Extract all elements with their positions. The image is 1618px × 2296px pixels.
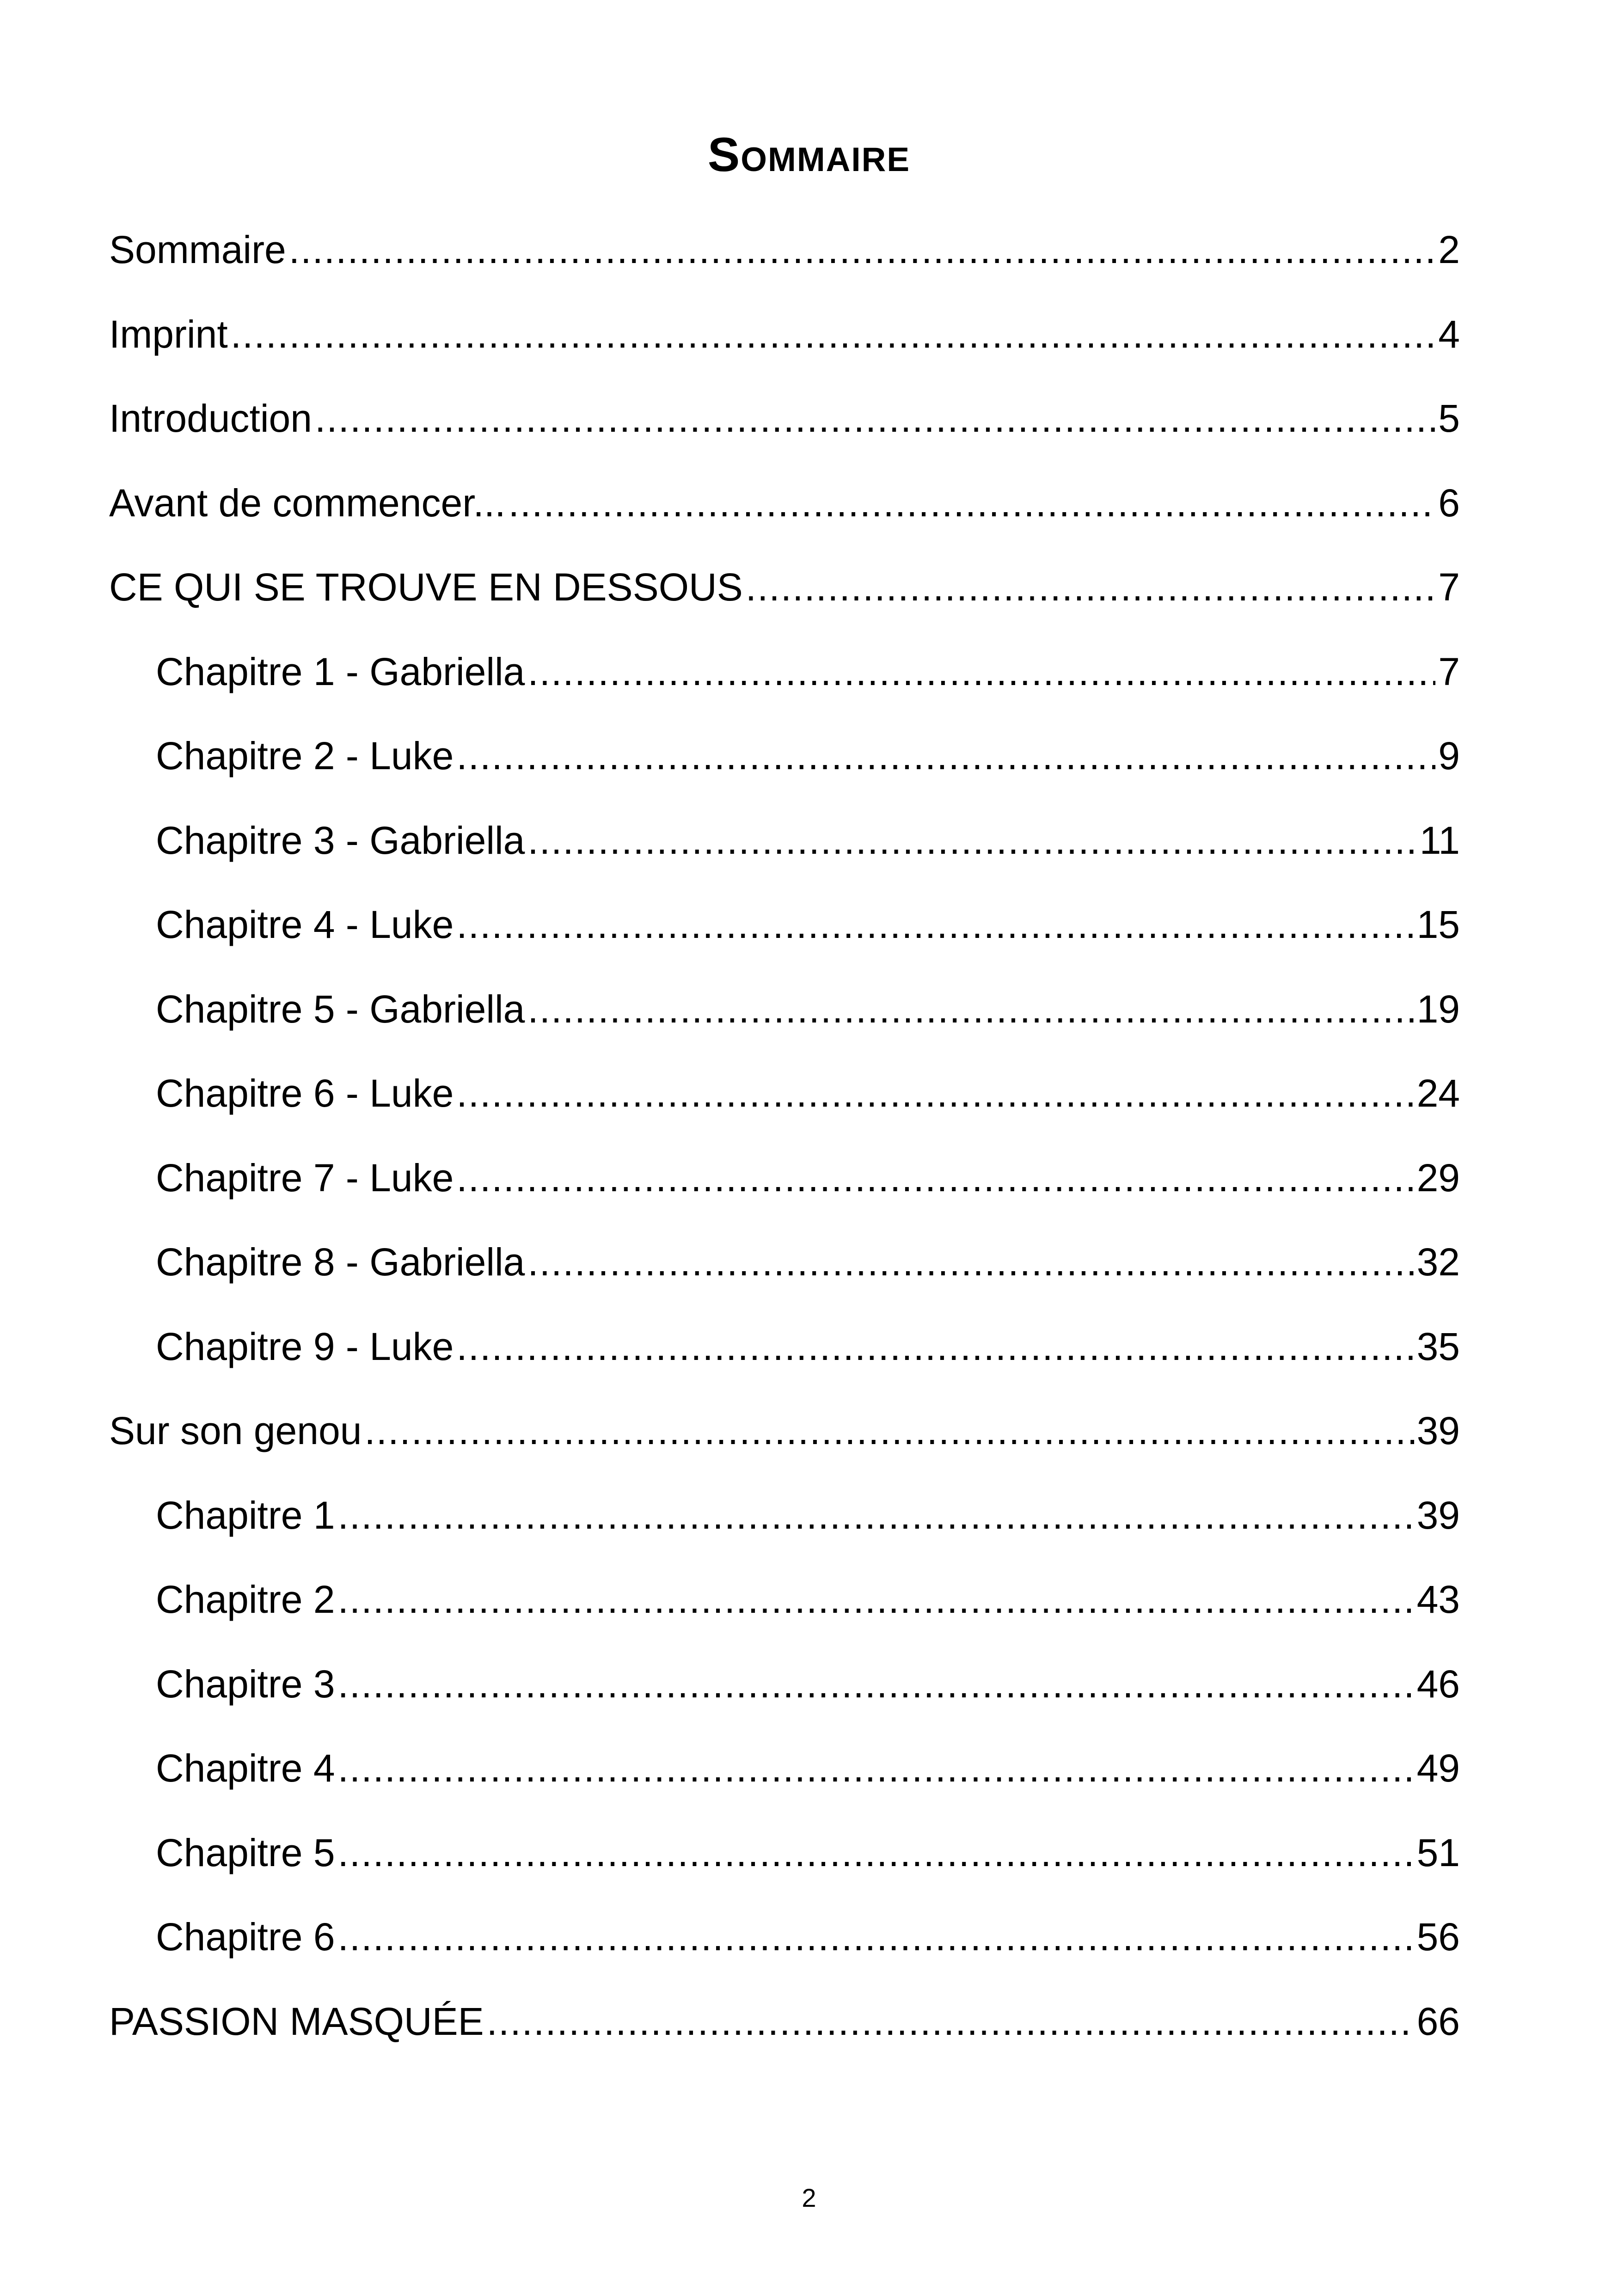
toc-entry-page: 7 [1438, 565, 1460, 609]
toc-entry-label: Chapitre 6 - Luke [156, 1071, 454, 1115]
toc-entry-label: Chapitre 4 [156, 1746, 335, 1790]
toc-entry-label: Chapitre 7 - Luke [156, 1156, 454, 1200]
toc-entry[interactable] [109, 1820, 1460, 1905]
table-of-contents [109, 217, 1460, 2073]
toc-dot-leader [315, 386, 1435, 451]
toc-entry-label: Chapitre 1 [156, 1493, 335, 1537]
toc-entry[interactable] [109, 471, 1460, 555]
toc-entry-label: Chapitre 2 [156, 1578, 335, 1621]
toc-entry-page: 9 [1438, 734, 1460, 778]
toc-entry-page: 51 [1416, 1831, 1460, 1874]
toc-entry-page: 39 [1416, 1409, 1460, 1452]
toc-dot-leader [289, 217, 1436, 282]
toc-entry[interactable] [109, 1567, 1460, 1652]
page-title: Sommaire [707, 128, 911, 182]
toc-entry-page: 6 [1438, 481, 1460, 525]
toc-dot-leader [338, 1736, 1414, 1800]
toc-entry[interactable] [109, 1989, 1460, 2074]
toc-entry-page: 5 [1438, 397, 1460, 440]
toc-entry[interactable] [109, 1652, 1460, 1736]
toc-entry-label: Chapitre 5 [156, 1831, 335, 1874]
toc-entry-label: Introduction [109, 397, 312, 440]
toc-entry-page: 2 [1438, 228, 1460, 271]
toc-entry[interactable] [109, 1314, 1460, 1399]
toc-entry-page: 39 [1416, 1493, 1460, 1537]
toc-dot-leader [487, 1989, 1414, 2054]
toc-entry-page: 7 [1438, 649, 1460, 693]
toc-entry-label: Chapitre 3 - Gabriella [156, 818, 525, 862]
toc-entry-page: 49 [1416, 1746, 1460, 1790]
toc-dot-leader [456, 1314, 1414, 1379]
toc-dot-leader [527, 808, 1416, 873]
toc-entry-page: 29 [1416, 1156, 1460, 1200]
toc-entry-label: Sur son genou [109, 1409, 362, 1452]
toc-dot-leader [338, 1820, 1414, 1885]
toc-entry-page: 19 [1416, 987, 1460, 1031]
toc-entry[interactable] [109, 1904, 1460, 1989]
toc-entry-label: Avant de commencer... [109, 481, 506, 525]
toc-entry-label: Imprint [109, 312, 228, 356]
toc-dot-leader [231, 302, 1436, 367]
toc-dot-leader [338, 1567, 1414, 1632]
toc-entry[interactable] [109, 808, 1460, 893]
toc-entry-page: 15 [1416, 903, 1460, 946]
toc-dot-leader [527, 977, 1414, 1041]
toc-dot-leader [364, 1398, 1414, 1463]
toc-entry-page: 4 [1438, 312, 1460, 356]
toc-entry-page: 46 [1416, 1662, 1460, 1706]
toc-dot-leader [509, 471, 1436, 535]
toc-entry-page: 35 [1416, 1324, 1460, 1368]
toc-entry-page: 66 [1416, 1999, 1460, 2043]
toc-entry[interactable] [109, 639, 1460, 724]
toc-entry-label: Chapitre 1 - Gabriella [156, 649, 525, 693]
toc-entry-page: 11 [1419, 818, 1460, 862]
toc-entry-page: 32 [1416, 1240, 1460, 1284]
toc-dot-leader [746, 555, 1436, 619]
toc-entry[interactable] [109, 1736, 1460, 1820]
toc-dot-leader [456, 1145, 1414, 1210]
toc-entry[interactable] [109, 1230, 1460, 1314]
toc-dot-leader [338, 1904, 1414, 1969]
toc-entry-label: Chapitre 9 - Luke [156, 1324, 454, 1368]
toc-entry-label: CE QUI SE TROUVE EN DESSOUS [109, 565, 743, 609]
toc-entry-page: 43 [1416, 1578, 1460, 1621]
toc-entry-label: PASSION MASQUÉE [109, 1999, 484, 2043]
toc-entry[interactable] [109, 1061, 1460, 1145]
toc-entry[interactable] [109, 723, 1460, 808]
toc-entry[interactable] [109, 977, 1460, 1061]
toc-entry[interactable] [109, 1483, 1460, 1567]
toc-entry[interactable] [109, 217, 1460, 302]
toc-dot-leader [456, 892, 1414, 957]
toc-entry[interactable] [109, 1398, 1460, 1483]
page-number: 2 [802, 2183, 816, 2212]
toc-dot-leader [338, 1483, 1414, 1548]
toc-entry[interactable] [109, 302, 1460, 386]
toc-entry[interactable] [109, 555, 1460, 639]
toc-entry-label: Chapitre 6 [156, 1915, 335, 1959]
toc-entry-label: Chapitre 4 - Luke [156, 903, 454, 946]
toc-entry[interactable] [109, 1145, 1460, 1230]
toc-entry-label: Chapitre 8 - Gabriella [156, 1240, 525, 1284]
toc-entry-page: 56 [1416, 1915, 1460, 1959]
toc-entry-label: Sommaire [109, 228, 286, 271]
toc-dot-leader [527, 1230, 1414, 1294]
toc-entry-label: Chapitre 3 [156, 1662, 335, 1706]
toc-dot-leader [456, 1061, 1414, 1126]
toc-dot-leader [527, 639, 1435, 704]
toc-entry[interactable] [109, 386, 1460, 471]
toc-entry-page: 24 [1416, 1071, 1460, 1115]
toc-dot-leader [456, 723, 1435, 788]
toc-entry-label: Chapitre 2 - Luke [156, 734, 454, 778]
toc-entry[interactable] [109, 892, 1460, 977]
toc-entry-label: Chapitre 5 - Gabriella [156, 987, 525, 1031]
toc-dot-leader [338, 1652, 1414, 1716]
